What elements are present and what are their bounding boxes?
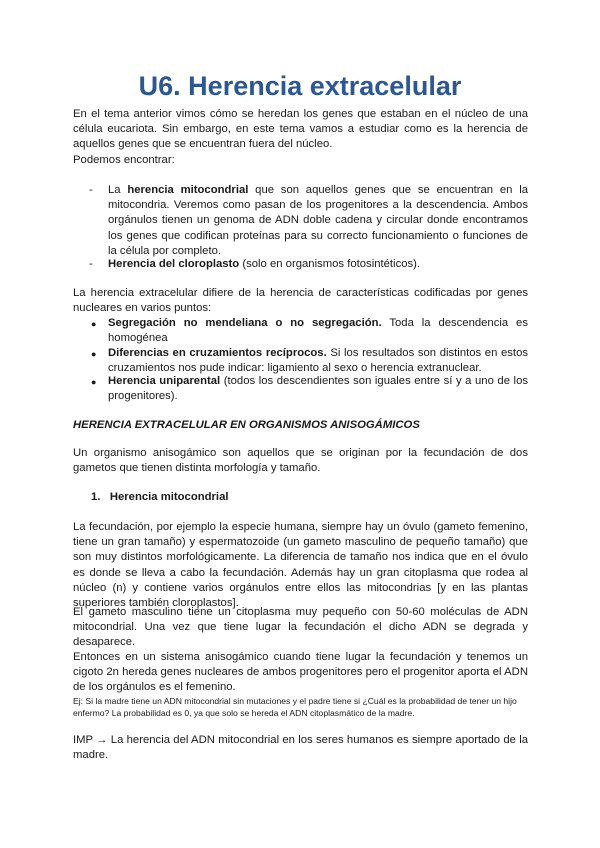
bullet-bold: Segregación no mendeliana o no segregación. bbox=[108, 317, 382, 329]
differs-paragraph: La herencia extracelular difiere de la herencia de características codificadas por genes nucleares en varios puntos: bbox=[73, 287, 528, 315]
dash-post: (solo en organismos fotosintéticos). bbox=[239, 258, 421, 270]
dash-bold: Herencia del cloroplasto bbox=[108, 258, 240, 270]
bullet-bold: Diferencias en cruzamientos recíprocos. bbox=[108, 347, 327, 359]
dash-item-cloroplasto bbox=[108, 257, 528, 272]
bullet-dot: ● bbox=[91, 377, 97, 387]
bullet-post: (todos los descendientes son iguales entre sí y a uno de los progenitores). bbox=[108, 375, 529, 403]
dash-marker: - bbox=[89, 258, 93, 270]
anisogamico-definition: Un organismo anisogámico son aquellos que se originan por la fecundación de dos gametos que tienen distinta morfología y tamaño. bbox=[73, 447, 528, 475]
numbered-heading bbox=[91, 490, 229, 505]
dash-pre: La bbox=[108, 184, 128, 196]
bullet-bold: Herencia uniparental bbox=[108, 375, 221, 387]
bullet-post: Si los resultados son distintos en estos cruzamientos nos pude indicar: ligamiento al sexo o herencia extranuclear. bbox=[108, 347, 529, 375]
dash-bold: herencia mitocondrial bbox=[127, 184, 249, 196]
bullet-dot: ● bbox=[91, 319, 97, 329]
paragraph-sistema-anisogamico: Entonces en un sistema anisogámico cuando tiene lugar la fecundación y tenemos un cigoto 2n hereda genes nucleares de ambos progenitores pero el progenitor aporta el ADN de los orgánulos es el femenino. bbox=[73, 651, 528, 694]
dash-post: que son aquellos genes que se encuentran en la mitocondria. Veremos como pasan de los progenitores a la descendencia. Ambos orgánulos tienen un genoma de ADN doble cadena y circular donde encontramos los genes que codifican proteínas para su correcto funcionamiento o funciones de la célula por completo. bbox=[108, 184, 528, 257]
bullet-item-cruzamientos bbox=[108, 346, 528, 376]
dash-marker: - bbox=[89, 184, 93, 196]
paragraph-gameto-masculino: El gameto masculino tiene un citoplasma muy pequeño con 50-60 moléculas de ADN mitocondrial. Una vez que tiene lugar la fecundación el dicho ADN se degrada y desaparece. bbox=[73, 606, 528, 649]
paragraph-fecundacion: La fecundación, por ejemplo la especie humana, siempre hay un óvulo (gameto femenino, tiene un gran tamaño) y espermatozoide (un gameto masculino de pequeño tamaño) que son muy distintos morfológicamente. La diferencia de tamaño nos indica que en el óvulo es donde se lleva a cabo la fecundación. Además hay un gran citoplasma que rodea al núcleo (n) y contiene varios orgánulos entre ellos las mitocondrias [y en las plantas superiores también cloroplastos]. bbox=[73, 521, 528, 610]
dash-item-mitocondrial bbox=[108, 183, 528, 259]
heading-label: Herencia mitocondrial bbox=[109, 491, 229, 503]
page-title: U6. Herencia extracelular bbox=[138, 71, 462, 101]
heading-number: 1. bbox=[91, 491, 101, 503]
example-note: Ej: Si la madre tiene un ADN mitocondrial sin mutaciones y el padre tiene si ¿Cuál es la probabilidad de tener un hijo enfermo? La probabilidad es 0, ya que solo se hereda el ADN citoplasmático de la madre. bbox=[73, 696, 517, 718]
bullet-post: Toda la descendencia es homogénea bbox=[108, 317, 528, 345]
bullet-item-uniparental bbox=[108, 374, 528, 404]
bullet-item-segregacion bbox=[108, 316, 528, 346]
imp-note: IMP → La herencia del ADN mitocondrial en los seres humanos es siempre aportado de la madre. bbox=[73, 734, 528, 762]
intro-paragraph: En el tema anterior vimos cómo se heredan los genes que estaban en el núcleo de una célula eucariota. Sin embargo, en este tema vamos a estudiar como es la herencia de aquellos genes que se encuentran fuera del núcleo. bbox=[73, 108, 528, 151]
bullet-dot: ● bbox=[91, 349, 97, 359]
podemos-line: Podemos encontrar: bbox=[73, 154, 175, 166]
section-heading: HERENCIA EXTRACELULAR EN ORGANISMOS ANISOGÁMICOS bbox=[73, 419, 420, 431]
